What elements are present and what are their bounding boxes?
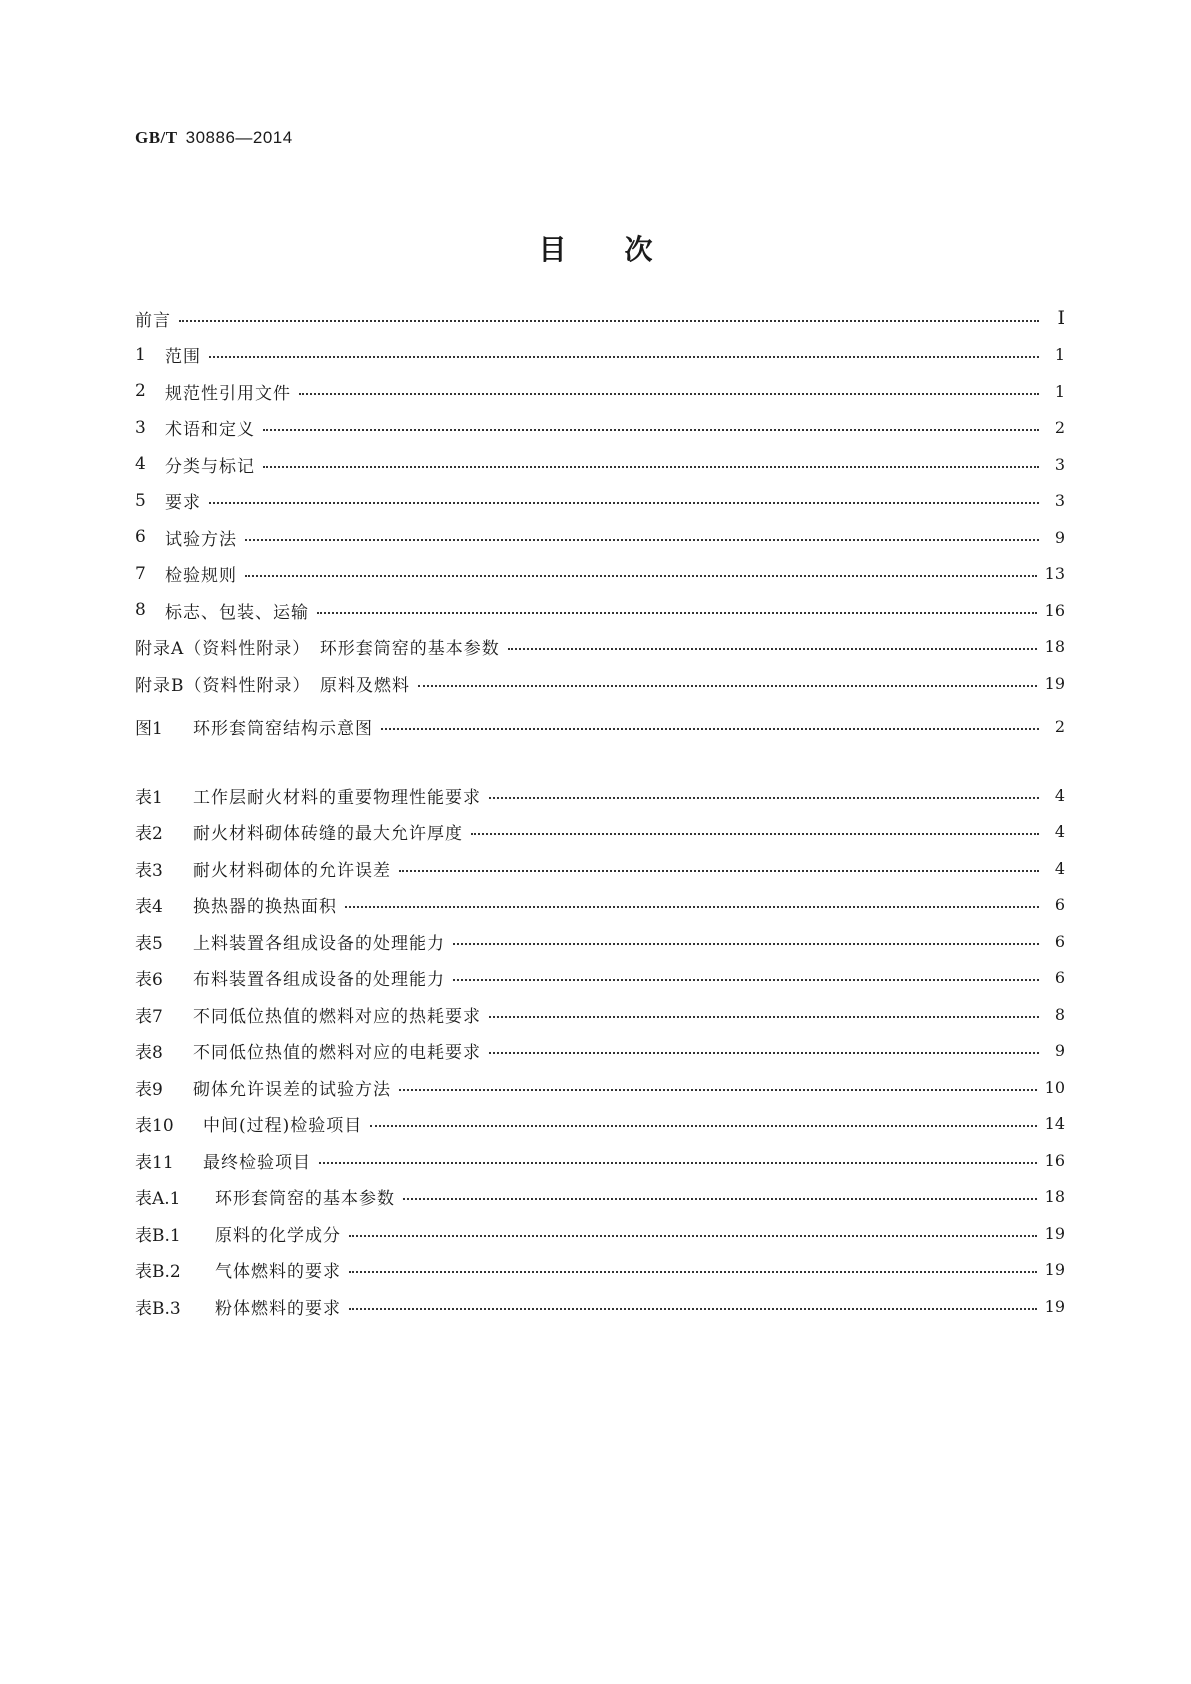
toc-entry-page: 19 (1044, 1260, 1065, 1280)
toc-entry-page: 18 (1044, 1187, 1065, 1207)
toc-leader-dots (245, 538, 1039, 541)
toc-leader-dots (489, 796, 1039, 799)
toc-entry-title: 耐火材料砌体砖缝的最大允许厚度 (193, 824, 463, 845)
toc-entry-page: 4 (1054, 858, 1065, 878)
toc-entry-number: 3 (135, 417, 146, 438)
toc-leader-dots (209, 355, 1039, 358)
toc-leader-dots (399, 1088, 1037, 1091)
toc-leader-dots (263, 428, 1039, 431)
toc-entry-terms[interactable] (135, 410, 1065, 447)
toc-entry-page: 6 (1054, 968, 1065, 988)
toc-entry-title: 换热器的换热面积 (193, 897, 337, 918)
toc-entry-number: 表9 (135, 1079, 163, 1100)
toc-entry-number: 表A.1 (135, 1189, 181, 1210)
toc-leader-dots (209, 501, 1039, 504)
page-title: 目次 (538, 233, 711, 266)
toc-entry-number: 表3 (135, 860, 163, 881)
toc-entry-title: 工作层耐火材料的重要物理性能要求 (193, 787, 481, 808)
toc-entry-number: 表8 (135, 1043, 163, 1064)
toc-entry-number: 7 (135, 563, 146, 584)
toc-leader-dots (453, 978, 1039, 981)
toc-entry-title: 术语和定义 (165, 420, 255, 441)
toc-entry-title: 布料装置各组成设备的处理能力 (193, 970, 445, 991)
toc-entry-number: 4 (135, 454, 146, 475)
toc-entry-page: 16 (1044, 1150, 1065, 1170)
toc-entry-page: 13 (1044, 564, 1065, 584)
standard-code (135, 128, 293, 148)
toc-entry-title: 气体燃料的要求 (215, 1262, 341, 1283)
toc-entry-title: 检验规则 (165, 566, 237, 587)
toc-entry-page: 1 (1054, 345, 1065, 365)
toc-entry-page: 19 (1044, 673, 1065, 693)
toc-table-entry[interactable] (135, 1142, 1065, 1179)
toc-entry-title: 规范性引用文件 (165, 383, 291, 404)
toc-entry-title: 前言 (135, 310, 171, 331)
toc-leader-dots (345, 905, 1039, 908)
toc-leader-dots (319, 1161, 1037, 1164)
toc-entry-page: 9 (1054, 527, 1065, 547)
toc-entry-title: 粉体燃料的要求 (215, 1298, 341, 1319)
toc-entry-page: 2 (1054, 716, 1065, 736)
toc-leader-dots (179, 319, 1039, 322)
toc-entry-page: 14 (1044, 1114, 1065, 1134)
toc-entry-normative-references[interactable] (135, 373, 1065, 410)
toc-entry-title: 环形套筒窑结构示意图 (193, 718, 373, 739)
toc-entry-page: 9 (1054, 1041, 1065, 1061)
toc-entry-number: 表B.3 (135, 1298, 181, 1319)
toc-entry-number: 1 (135, 344, 146, 365)
toc-table-entry[interactable] (135, 814, 1065, 851)
toc-table-entry[interactable] (135, 1106, 1065, 1143)
toc-tables-list (135, 777, 1065, 1325)
toc-entry-number: 表10 (135, 1116, 174, 1137)
toc-entry-title: 最终检验项目 (203, 1152, 311, 1173)
toc-entry-scope[interactable] (135, 337, 1065, 374)
toc-entry-page: 19 (1044, 1223, 1065, 1243)
toc-entry-number: 表4 (135, 897, 163, 918)
toc-entry-title: 耐火材料砌体的允许误差 (193, 860, 391, 881)
toc-leader-dots (299, 392, 1039, 395)
toc-entry-title: 范围 (165, 347, 201, 368)
toc-entry-title: 试验方法 (165, 529, 237, 550)
toc-leader-dots (489, 1051, 1039, 1054)
toc-leader-dots (349, 1307, 1037, 1310)
toc-table-entry[interactable] (135, 887, 1065, 924)
toc-table-entry[interactable] (135, 923, 1065, 960)
toc-entry-title: 不同低位热值的燃料对应的热耗要求 (193, 1006, 481, 1027)
toc-entry-annex-a[interactable] (135, 629, 1065, 666)
toc-entry-number: 表6 (135, 970, 163, 991)
toc-entry-page: 3 (1054, 454, 1065, 474)
toc-entry-number: 表2 (135, 824, 163, 845)
toc-table-entry[interactable] (135, 1033, 1065, 1070)
toc-table-entry[interactable] (135, 996, 1065, 1033)
toc-entry-number: 5 (135, 490, 146, 511)
toc-entry-preface[interactable] (135, 300, 1065, 337)
toc-entry-number: 图1 (135, 718, 163, 739)
toc-leader-dots (508, 647, 1037, 650)
standard-code-number: 30886—2014 (185, 128, 293, 147)
toc-entry-marking-packaging[interactable] (135, 592, 1065, 629)
toc-entry-number: 表B.2 (135, 1262, 181, 1283)
toc-leader-dots (245, 574, 1037, 577)
toc-entry-page: 3 (1054, 491, 1065, 511)
toc-table-entry[interactable] (135, 1069, 1065, 1106)
toc-leader-dots (349, 1270, 1037, 1273)
toc-table-entry[interactable] (135, 1252, 1065, 1289)
toc-leader-dots (471, 832, 1039, 835)
toc-leader-dots (381, 727, 1039, 730)
toc-leader-dots (489, 1015, 1039, 1018)
toc-figures-list (135, 708, 1065, 745)
toc-table-entry[interactable] (135, 960, 1065, 997)
toc-entry-page: 6 (1054, 931, 1065, 951)
toc-entry-title: 原料的化学成分 (215, 1225, 341, 1246)
toc-entry-number: 表5 (135, 933, 163, 954)
toc-entry-number: 表7 (135, 1006, 163, 1027)
toc-entry-page: 19 (1044, 1296, 1065, 1316)
toc-leader-dots (263, 465, 1039, 468)
toc-entry-page: 8 (1054, 1004, 1065, 1024)
toc-entry-title: 要求 (165, 493, 201, 514)
toc-entry-test-methods[interactable] (135, 519, 1065, 556)
toc-entry-title: 环形套筒窑的基本参数 (215, 1189, 395, 1210)
toc-entry-number: 表11 (135, 1152, 174, 1173)
toc-entry-page: 2 (1054, 418, 1065, 438)
toc-entry-annex-b[interactable] (135, 665, 1065, 702)
toc-entry-title: 中间(过程)检验项目 (203, 1116, 363, 1137)
toc-entry-number: 表1 (135, 787, 163, 808)
toc-table-entry[interactable] (135, 1179, 1065, 1216)
toc-entry-page: 18 (1044, 637, 1065, 657)
toc-main-list (135, 300, 1065, 702)
toc-entry-page: 6 (1054, 895, 1065, 915)
toc-entry-title: 不同低位热值的燃料对应的电耗要求 (193, 1043, 481, 1064)
toc-leader-dots (399, 869, 1039, 872)
toc-table-entry[interactable] (135, 1288, 1065, 1325)
toc-leader-dots (453, 942, 1039, 945)
toc-entry-title: 附录B（资料性附录） 原料及燃料 (135, 675, 410, 696)
toc-leader-dots (370, 1124, 1036, 1127)
toc-entry-classification[interactable] (135, 446, 1065, 483)
toc-entry-number: 6 (135, 527, 146, 548)
toc-entry-page: 16 (1044, 600, 1065, 620)
toc-entry-inspection-rules[interactable] (135, 556, 1065, 593)
toc-entry-page: 10 (1044, 1077, 1065, 1097)
toc-entry-title: 分类与标记 (165, 456, 255, 477)
toc-entry-number: 8 (135, 600, 146, 621)
toc-leader-dots (418, 684, 1037, 687)
toc-entry-requirements[interactable] (135, 483, 1065, 520)
toc-entry-title: 上料装置各组成设备的处理能力 (193, 933, 445, 954)
toc-table-entry[interactable] (135, 850, 1065, 887)
toc-entry-page: 1 (1054, 381, 1065, 401)
toc-figure-entry[interactable] (135, 708, 1065, 745)
toc-leader-dots (403, 1197, 1037, 1200)
toc-table-entry[interactable] (135, 1215, 1065, 1252)
toc-leader-dots (317, 611, 1037, 614)
toc-entry-title: 标志、包装、运输 (165, 602, 309, 623)
toc-entry-number: 表B.1 (135, 1225, 181, 1246)
toc-leader-dots (349, 1234, 1037, 1237)
toc-entry-number: 2 (135, 381, 146, 402)
toc-entry-page: Ⅰ (1057, 307, 1065, 330)
toc-entry-title: 砌体允许误差的试验方法 (193, 1079, 391, 1100)
toc-table-entry[interactable] (135, 777, 1065, 814)
toc-entry-page: 4 (1054, 822, 1065, 842)
toc-entry-title: 附录A（资料性附录） 环形套筒窑的基本参数 (135, 639, 500, 660)
toc-entry-page: 4 (1054, 785, 1065, 805)
standard-code-prefix: GB/T (135, 128, 178, 147)
